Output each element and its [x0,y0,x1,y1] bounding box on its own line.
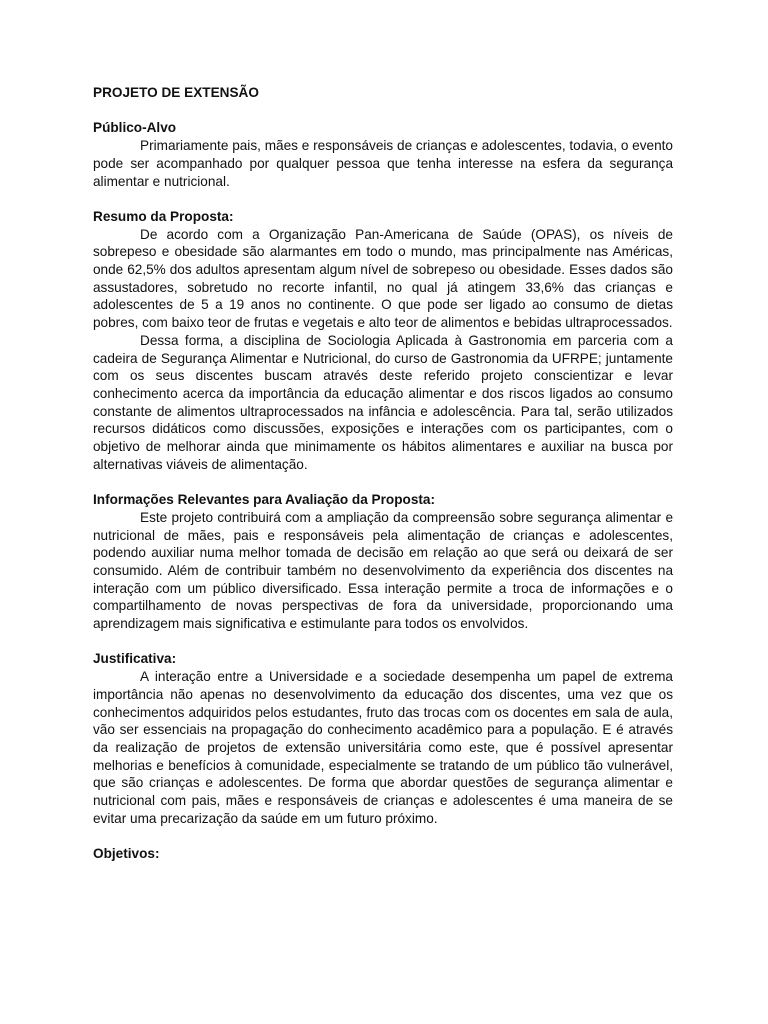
paragraph: A interação entre a Universidade e a sociedade desempenha um papel de extrema importância não apenas no desenvolvimento da educação dos discentes, uma vez que os conhecimentos adquiridos pelos estudantes, fruto das trocas com os docentes em sala de aula, vão ser essenciais na propagação do conhecimento acadêmico para a população. E é através da realização de projetos de extensão universitária como este, que é possível apresentar melhorias e benefícios à comunidade, especialmente se tratando de um público tão vulnerável, que são crianças e adolescentes. De forma que abordar questões de segurança alimentar e nutricional com pais, mães e responsáveis de crianças e adolescentes é uma maneira de se evitar uma precarização da saúde em um futuro próximo. [93,669,673,826]
document-body [93,84,673,881]
document-title: PROJETO DE EXTENSÃO [93,85,259,100]
section-informacoes-relevantes [93,491,673,633]
section-justificativa [93,650,673,827]
section-heading: Objetivos: [93,846,160,862]
paragraph: De acordo com a Organização Pan-Americana de Saúde (OPAS), os níveis de sobrepeso e obesidade são alarmantes em todo o mundo, mas principalmente nas Américas, onde 62,5% dos adultos apresentam algum nível de sobrepeso ou obesidade. Esses dados são assustadores, sobretudo no recorte infantil, no qual já atingem 33,6% das crianças e adolescentes de 5 a 19 anos no continente. O que pode ser ligado ao consumo de dietas pobres, com baixo teor de frutas e vegetais e alto teor de alimentos e bebidas ultraprocessados. [93,226,673,331]
section-publico-alvo [93,119,673,190]
section-heading: Resumo da Proposta: [93,208,234,224]
section-objetivos [93,845,673,863]
section-resumo-da-proposta [93,208,673,474]
section-heading: Informações Relevantes para Avaliação da Proposta: [93,492,435,508]
section-heading: Justificativa: [93,651,177,667]
paragraph: Primariamente pais, mães e responsáveis de crianças e adolescentes, todavia, o evento pode ser acompanhado por qualquer pessoa que tenha interesse na esfera da segurança alimentar e nutricional. [93,138,673,189]
paragraph: Este projeto contribuirá com a ampliação da compreensão sobre segurança alimentar e nutricional de mães, pais e responsáveis pela alimentação de crianças e adolescentes, podendo auxiliar numa melhor tomada de decisão em relação ao que será ou deixará de ser consumido. Além de contribuir também no desenvolvimento da experiência dos discentes na interação com um público diversificado. Essa interação permite a troca de informações e o compartilhamento de novas perspectivas de fora da universidade, proporcionando uma aprendizagem mais significativa e estimulante para todos os envolvidos. [93,509,673,632]
paragraph: Dessa forma, a disciplina de Sociologia Aplicada à Gastronomia em parceria com a cadeira de Segurança Alimentar e Nutricional, do curso de Gastronomia da UFRPE; juntamente com os seus discentes buscam através deste referido projeto conscientizar e levar conhecimento acerca da importância da educação alimentar e dos riscos ligados ao consumo constante de alimentos ultraprocessados na infância e adolescência. Para tal, serão utilizados recursos didáticos como discussões, exposições e interações com os participantes, com o objetivo de melhorar ainda que minimamente os hábitos alimentares e auxiliar na busca por alternativas viáveis de alimentação. [93,332,673,472]
section-heading: Público-Alvo [93,120,177,136]
